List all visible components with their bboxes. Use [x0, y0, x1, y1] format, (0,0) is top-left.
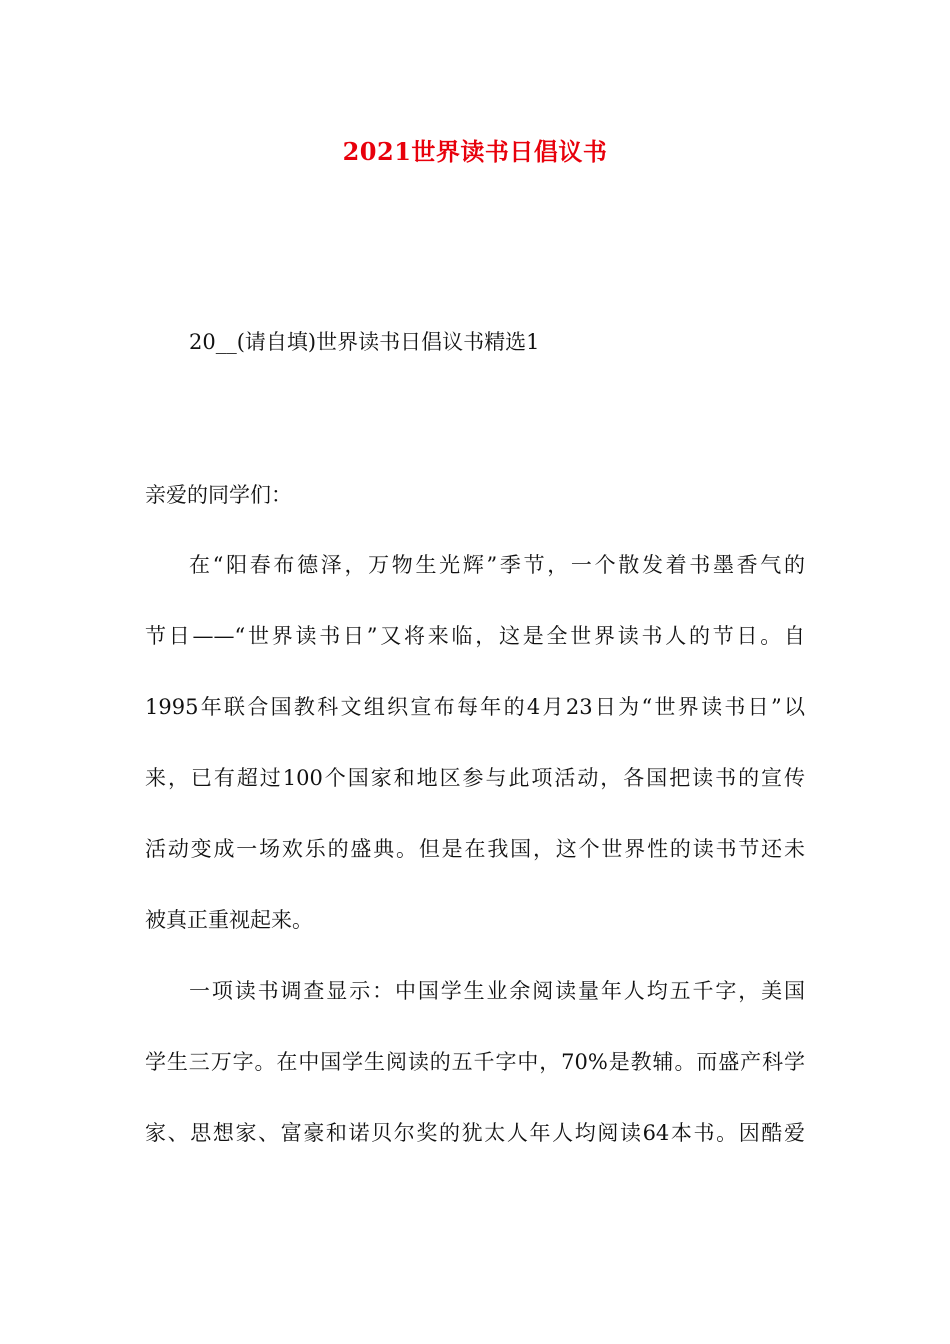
text-line: 来，已有超过100个国家和地区参与此项活动，各国把读书的宣传	[145, 766, 805, 790]
text-line: 在“阳春布德泽，万物生光辉”季节，一个散发着书墨香气的	[189, 553, 805, 577]
text-line-greeting: 亲爱的同学们：	[145, 483, 292, 507]
text-line: 节日——“世界读书日”又将来临，这是全世界读书人的节日。自	[145, 624, 805, 648]
text-line: 活动变成一场欢乐的盛典。但是在我国，这个世界性的读书节还未	[145, 837, 805, 861]
text-line: 一项读书调查显示：中国学生业余阅读量年人均五千字，美国	[189, 979, 805, 1003]
text-line: 家、思想家、富豪和诺贝尔奖的犹太人年人均阅读64本书。因酷爱	[145, 1121, 805, 1145]
document-subtitle: 20__(请自填)世界读书日倡议书精选1	[189, 330, 540, 354]
text-line: 1995年联合国教科文组织宣布每年的4月23日为“世界读书日”以	[145, 695, 805, 719]
document-title: 2021世界读书日倡议书	[342, 137, 608, 166]
text-line: 被真正重视起来。	[145, 908, 313, 932]
text-line: 学生三万字。在中国学生阅读的五千字中，70%是教辅。而盛产科学	[145, 1050, 805, 1074]
